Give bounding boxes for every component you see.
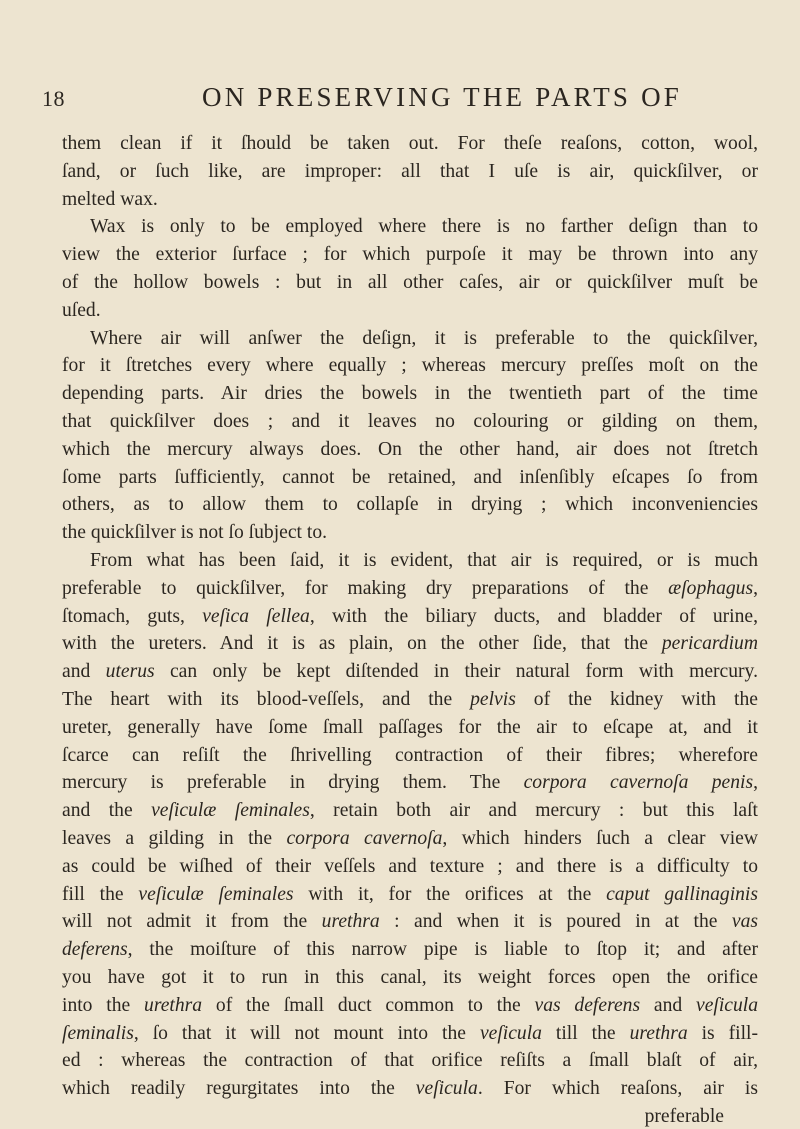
- text-line: others, as to allow them to collapſe in drying ; which inconveniencies: [62, 494, 758, 516]
- text-line: deferens, the moiſture of this narrow pipe is liable to ſtop it; and after: [62, 939, 758, 961]
- text-line: view the exterior ſurface ; for which purpoſe it may be thrown into any: [62, 244, 758, 266]
- text-line: ſand, or ſuch like, are improper: all that I uſe is air, quickſilver, or: [62, 160, 758, 182]
- text-line: will not admit it from the urethra : and when it is poured in at the vas: [62, 911, 758, 933]
- body-text: [62, 130, 758, 1129]
- page-number: 18: [42, 86, 65, 111]
- text-line: The heart with its blood-veſſels, and the pelvis of the kidney with the: [62, 688, 758, 710]
- text-line: ſeminalis, ſo that it will not mount into the veſicula till the urethra is fill-: [62, 1022, 758, 1044]
- text-line: ſcarce can reſiſt the ſhrivelling contraction of their fibres; wherefore: [62, 744, 758, 766]
- text-line: ſome parts ſufficiently, cannot be retained, and inſenſibly eſcapes ſo from: [62, 466, 758, 488]
- text-line: ureter, generally have ſome ſmall paſſages for the air to eſcape at, and it: [62, 716, 758, 738]
- text-line: and the veſiculæ ſeminales, retain both air and mercury : but this laſt: [62, 800, 758, 822]
- text-line: leaves a gilding in the corpora cavernoſa, which hinders ſuch a clear view: [62, 827, 759, 849]
- text-line: you have got it to run in this canal, its weight forces open the orifice: [62, 966, 758, 988]
- text-line: which the mercury always does. On the other hand, air does not ſtretch: [62, 438, 758, 460]
- text-line: as could be wiſhed of their veſſels and texture ; and there is a difficulty to: [62, 855, 758, 877]
- catchword: preferable: [644, 1105, 724, 1127]
- text-line: mercury is preferable in drying them. The corpora cavernoſa penis,: [62, 772, 758, 794]
- text-line: the quickſilver is not ſo ſubject to.: [62, 522, 328, 544]
- paragraph-start-line: Wax is only to be employed where there is no farther deſign than to: [90, 216, 758, 238]
- text-line: fill the veſiculæ ſeminales with it, for the orifices at the caput gallinaginis: [62, 883, 759, 905]
- text-line: ſtomach, guts, veſica ſellea, with the biliary ducts, and bladder of urine,: [62, 605, 758, 627]
- text-line: with the ureters. And it is as plain, on the other ſide, that the pericardium: [62, 633, 758, 655]
- text-line: depending parts. Air dries the bowels in the twentieth part of the time: [62, 383, 758, 405]
- text-line: that quickſilver does ; and it leaves no colouring or gilding on them,: [62, 410, 758, 432]
- text-line: into the urethra of the ſmall duct common to the vas deferens and veſicula: [62, 994, 759, 1016]
- text-line: of the hollow bowels : but in all other caſes, air or quickſilver muſt be: [62, 271, 758, 293]
- text-line: melted wax.: [62, 188, 158, 210]
- text-line: and uterus can only be kept diſtended in their natural form with mercury.: [62, 661, 758, 683]
- running-head: [42, 82, 742, 116]
- text-line: for it ſtretches every where equally ; whereas mercury preſſes moſt on the: [62, 355, 758, 377]
- text-line: which readily regurgitates into the veſicula. For which reaſons, air is: [62, 1078, 758, 1100]
- running-title: ON PRESERVING THE PARTS OF: [202, 82, 682, 112]
- paragraph-start-line: Where air will anſwer the deſign, it is preferable to the quickſilver,: [90, 327, 758, 349]
- text-line: ed : whereas the contraction of that orifice reſiſts a ſmall blaſt of air,: [62, 1050, 758, 1072]
- text-line: uſed.: [62, 299, 101, 321]
- text-line: them clean if it ſhould be taken out. For theſe reaſons, cotton, wool,: [62, 133, 758, 154]
- text-line: preferable to quickſilver, for making dry preparations of the æſophagus,: [62, 577, 758, 599]
- paragraph-start-line: From what has been ſaid, it is evident, that air is required, or is much: [90, 549, 758, 571]
